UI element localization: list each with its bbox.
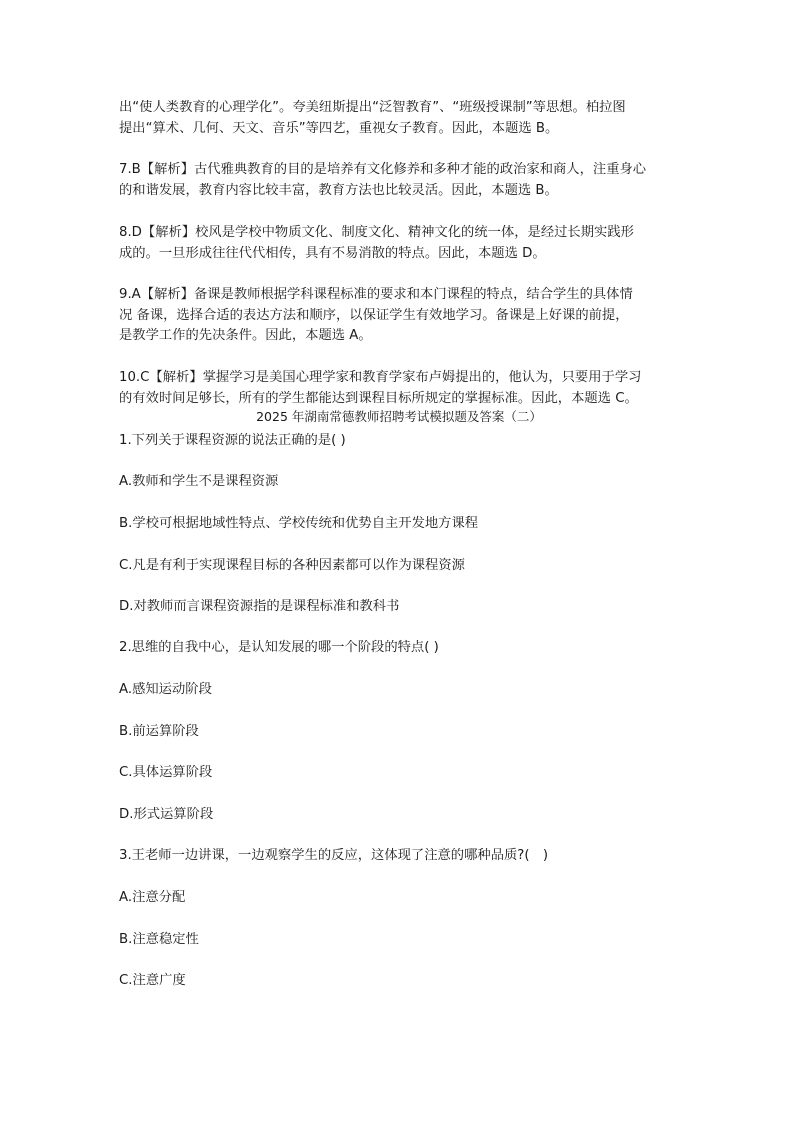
answer-9-explanation xyxy=(119,285,679,347)
question-3-stem: 3.王老师一边讲课，一边观察学生的反应，这体现了注意的哪种品质?( ) xyxy=(119,848,549,863)
question-1-option-d: D.对教师而言课程资源指的是课程标准和教科书 xyxy=(119,599,400,614)
answer-8-explanation xyxy=(119,223,679,264)
question-2-option-a: A.感知运动阶段 xyxy=(119,682,212,697)
text-line: 的有效时间足够长，所有的学生都能达到课程目标所规定的掌握标准。因此，本题选 C。 xyxy=(119,390,638,406)
text-line: 成的。一旦形成往往代代相传，具有不易消散的特点。因此，本题选 D。 xyxy=(119,245,546,261)
question-1-stem: 1.下列关于课程资源的说法正确的是( ) xyxy=(119,433,346,448)
text-line: 10.C【解析】掌握学习是美国心理学家和教育学家布卢姆提出的，他认为，只要用于学习 xyxy=(119,370,642,385)
question-2-option-d: D.形式运算阶段 xyxy=(119,807,214,822)
text-line: 出“使人类教育的心理学化”。夸美纽斯提出“泛智教育”、“班级授课制”等思想。柏拉图 xyxy=(119,100,626,115)
text-line: 8.D【解析】校风是学校中物质文化、制度文化、精神文化的统一体，是经过长期实践形 xyxy=(119,225,634,240)
answer-7-explanation xyxy=(119,160,679,201)
text-line: 9.A【解析】备课是教师根据学科课程标准的要求和本门课程的特点，结合学生的具体情 xyxy=(119,287,633,302)
question-1-option-a: A.教师和学生不是课程资源 xyxy=(119,474,279,489)
question-3-option-a: A.注意分配 xyxy=(119,890,186,905)
question-1-option-c: C.凡是有利于实现课程目标的各种因素都可以作为课程资源 xyxy=(119,558,465,573)
text-line: 是教学工作的先决条件。因此，本题选 A。 xyxy=(119,328,372,343)
question-2-stem: 2.思维的自我中心，是认知发展的哪一个阶段的特点( ) xyxy=(119,640,439,655)
text-line: 的和谐发展，教育内容比较丰富，教育方法也比较灵活。因此，本题选 B。 xyxy=(119,182,558,198)
text-line: 况 备课，选择合适的表达方法和顺序，以保证学生有效地学习。备课是上好课的前提， xyxy=(119,307,629,323)
answer-10-explanation xyxy=(119,368,679,409)
section-title: 2025 年湖南常德教师招聘考试模拟题及答案（二） xyxy=(256,409,542,424)
question-1-option-b: B.学校可根据地域性特点、学校传统和优势自主开发地方课程 xyxy=(119,516,479,531)
answer-6-explanation xyxy=(119,98,679,139)
question-3-option-b: B.注意稳定性 xyxy=(119,932,199,947)
text-line: 提出“算术、几何、天文、音乐”等四艺，重视女子教育。因此，本题选 B。 xyxy=(119,120,559,136)
question-3-option-c: C.注意广度 xyxy=(119,973,186,988)
question-2-option-b: B.前运算阶段 xyxy=(119,724,199,739)
text-line: 7.B【解析】古代雅典教育的目的是培养有文化修养和多种才能的政治家和商人，注重身心 xyxy=(119,162,647,177)
question-2-option-c: C.具体运算阶段 xyxy=(119,765,213,780)
